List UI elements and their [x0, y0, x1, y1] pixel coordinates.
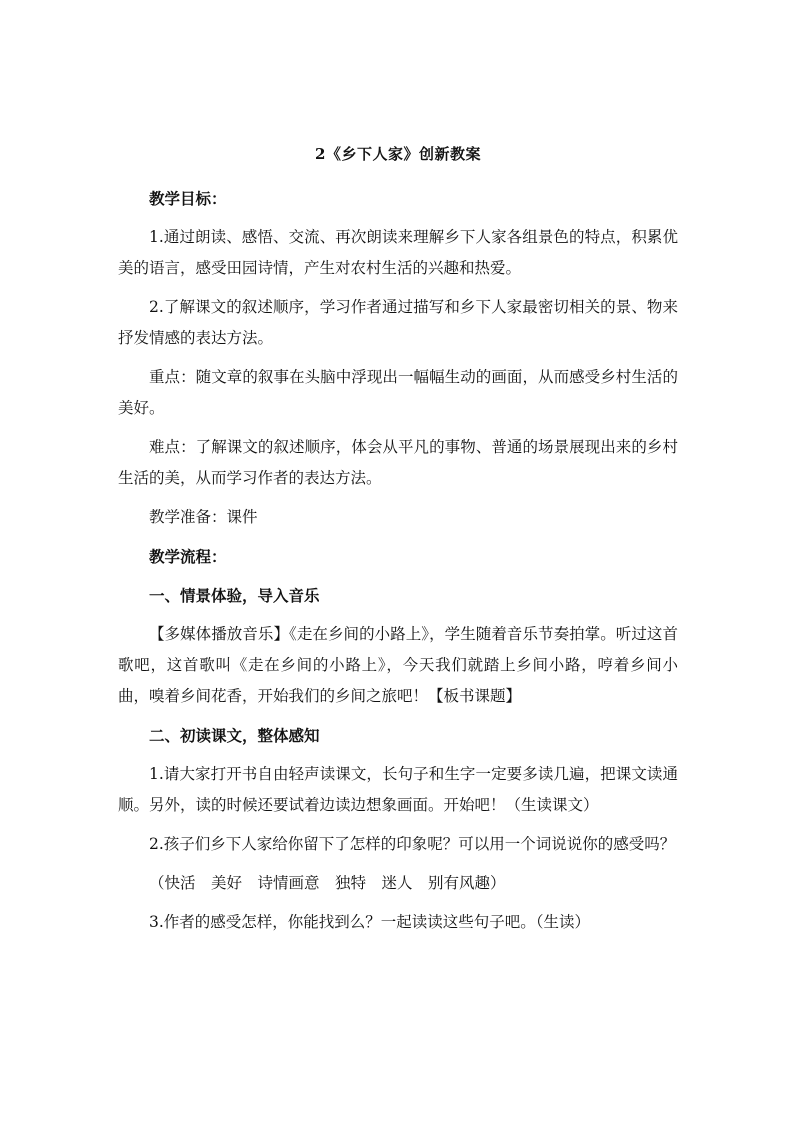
section-1-body: 【多媒体播放音乐】《走在乡间的小路上》，学生随着音乐节奏拍掌。听过这首歌吧，这首歌叫《走在乡间的小路上》，今天我们就踏上乡间小路，哼着乡间小曲，嗅着乡间花香，开始我们的乡间之旅吧！【板书课题】 [118, 625, 678, 705]
teaching-goals-heading: 教学目标： [149, 189, 227, 208]
section-2-item-2: 2.孩子们乡下人家给你留下了怎样的印象呢？可以用一个词说说你的感受吗？ [149, 835, 676, 853]
difficulty-paragraph: 难点：了解课文的叙述顺序，体会从平凡的事物、普通的场景展现出来的乡村生活的美，从而学习作者的表达方法。 [118, 438, 678, 487]
preparation-paragraph: 教学准备：课件 [149, 508, 258, 526]
goal-1-paragraph: 1.通过朗读、感悟、交流、再次朗读来理解乡下人家各组景色的特点，积累优美的语言，感受田园诗情，产生对农村生活的兴趣和热爱。 [118, 228, 678, 277]
answers-list: （快活 美好 诗情画意 独特 迷人 别有风趣） [149, 874, 506, 892]
goal-2-paragraph: 2.了解课文的叙述顺序，学习作者通过描写和乡下人家最密切相关的景、物来抒发情感的表达方法。 [118, 298, 678, 347]
section-1-heading: 一、情景体验，导入音乐 [149, 586, 320, 605]
document-body [118, 143, 678, 946]
key-point-paragraph: 重点：随文章的叙事在头脑中浮现出一幅幅生动的画面，从而感受乡村生活的美好。 [118, 368, 678, 417]
section-2-heading: 二、初读课文，整体感知 [149, 726, 320, 745]
section-2-item-3: 3.作者的感受怎样，你能找到么？一起读读这些句子吧。（生读） [149, 913, 591, 931]
section-2-item-1: 1.请大家打开书自由轻声读课文，长句子和生字一定要多读几遍，把课文读通顺。另外，读的时候还要试着边读边想象画面。开始吧！（生读课文） [118, 765, 678, 814]
document-title: 2《乡下人家》创新教案 [315, 145, 481, 163]
teaching-process-heading: 教学流程： [149, 547, 227, 566]
